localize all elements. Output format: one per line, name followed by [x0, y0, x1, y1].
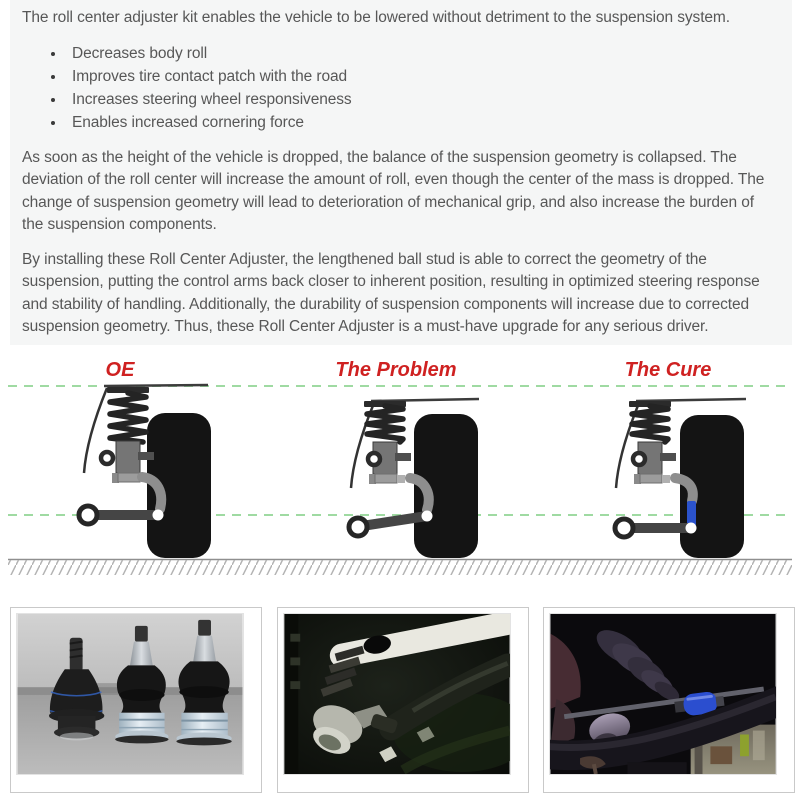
suspension-diagram-graphic — [0, 357, 800, 600]
diagram-label-problem: The Problem — [335, 359, 457, 381]
photo-installed-underside — [277, 607, 529, 793]
roll-center-diagram — [0, 357, 800, 600]
benefit-item: • Enables increased cornering force — [66, 111, 778, 134]
coil-spring — [110, 393, 146, 442]
diagram-panel-cure — [615, 399, 746, 558]
diagram-panel-problem — [349, 399, 479, 558]
paragraph-solution: By installing these Roll Center Adjuster, the lengthened ball stud is able to correct the geometry of the suspension, putting the control arms back closer to inherent position, resulting in optimized steering response and stability of handling. Additionally, the durability of suspension components will increase due to corrected suspension geometry. Thus, these Roll Center Adjuster is a must-have upgrade for any serious driver. — [22, 250, 760, 335]
coil-spring — [632, 406, 668, 442]
intro-paragraph: The roll center adjuster kit enables the vehicle to be lowered without detriment to the suspension system. — [22, 9, 730, 26]
photo-ball-joint-comparison — [10, 607, 262, 793]
paragraph-problem: As soon as the height of the vehicle is dropped, the balance of the suspension geometry is collapsed. The deviation of the roll center will increase the amount of roll, even though the center of the mass is dropped. The change of suspension geometry will lead to deterioration of mechanical grip, and also increase the burden of the suspension components. — [22, 148, 765, 233]
diagram-label-oe: OE — [105, 359, 135, 381]
benefit-item: • Improves tire contact patch with the road — [66, 65, 778, 88]
benefit-item: • Increases steering wheel responsiveness — [66, 88, 778, 111]
strut-body — [116, 441, 140, 473]
ball-joint-pivot — [686, 523, 697, 534]
benefit-item: • Decreases body roll — [66, 42, 778, 65]
ball-joint-comparison-image — [16, 613, 244, 775]
diagram-panel-oe — [79, 385, 211, 558]
installed-underside-image — [283, 613, 511, 775]
arm-inner-bushing — [615, 519, 633, 537]
arm-inner-bushing — [349, 518, 367, 536]
arm-inner-bushing — [79, 506, 97, 524]
installed-adjuster-image — [549, 613, 777, 775]
diagram-label-cure: The Cure — [624, 359, 712, 381]
photo-installed-adjuster — [543, 607, 795, 793]
product-description — [10, 0, 792, 345]
coil-spring — [367, 406, 403, 442]
ground-hatch — [8, 560, 792, 575]
extended-ball-stud-blue — [687, 501, 696, 526]
benefits-list — [22, 42, 778, 134]
ball-joint-pivot — [422, 511, 433, 522]
ball-joint-pivot — [153, 510, 164, 521]
